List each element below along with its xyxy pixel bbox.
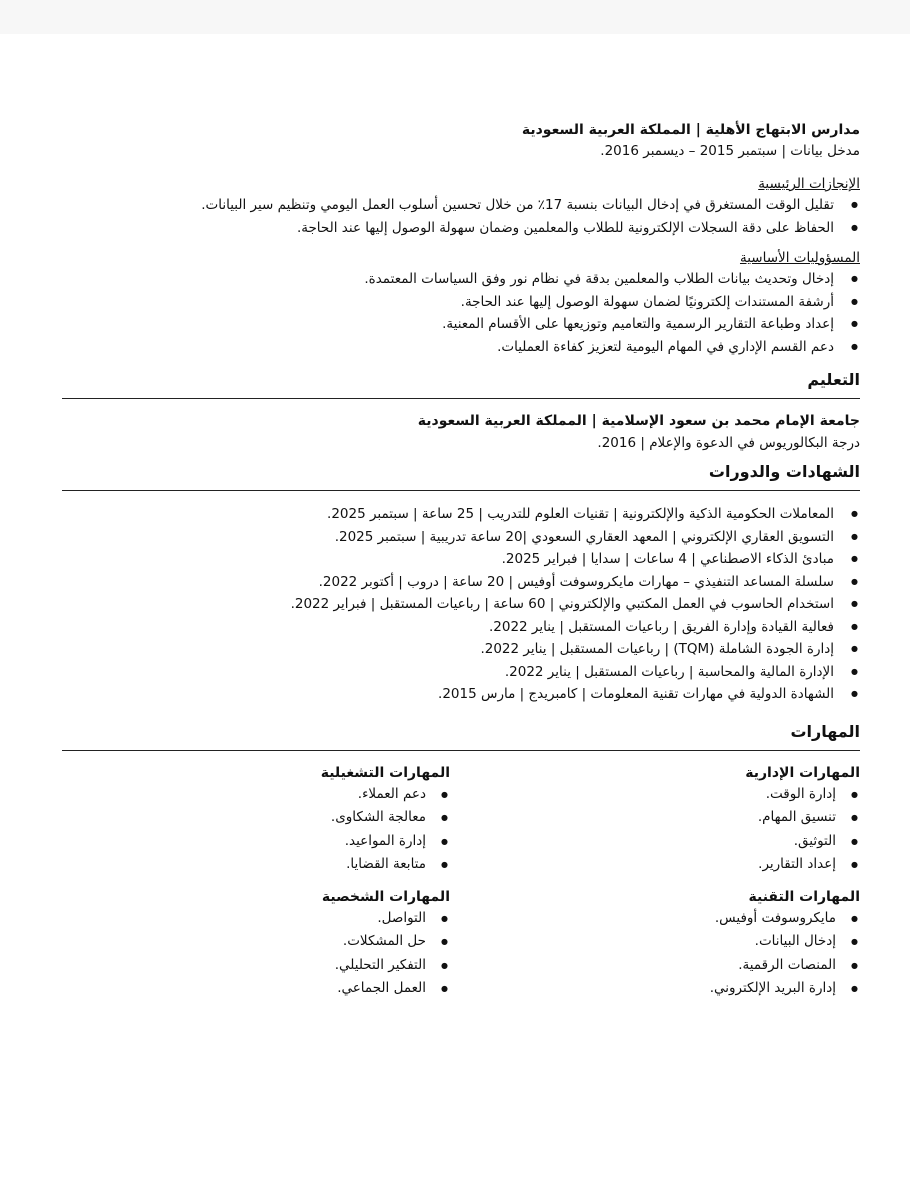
list-item: ● إدخال وتحديث بيانات الطلاب والمعلمين بدقة في نظام نور وفق السياسات المعتمدة.	[62, 268, 858, 291]
list-item: ● إدارة المواعيد.	[80, 830, 448, 854]
education-degree: درجة البكالوريوس في الدعوة والإعلام | 2016.	[597, 435, 860, 451]
list-item: ● العمل الجماعي.	[80, 977, 448, 1001]
skills-heading: المهارات	[790, 721, 860, 741]
technical-skills-list	[490, 907, 860, 1001]
experience-entry	[62, 122, 860, 358]
personal-skills-list	[80, 907, 450, 1001]
list-item: ● التواصل.	[80, 907, 448, 931]
list-item: ● دعم العملاء.	[80, 783, 448, 807]
certificates-list	[62, 503, 860, 706]
resume-page	[0, 34, 910, 1172]
list-item: ● دعم القسم الإداري في المهام اليومية لتعزيز كفاءة العمليات.	[62, 336, 858, 359]
section-divider	[62, 490, 860, 491]
education-heading: التعليم	[807, 370, 860, 389]
list-item: ● الإدارة المالية والمحاسبة | رباعيات المستقبل | يناير 2022.	[62, 661, 858, 684]
achievements-heading: الإنجازات الرئيسية	[758, 176, 860, 192]
skill-group-title: المهارات الشخصية	[321, 888, 450, 905]
list-item: ● تقليل الوقت المستغرق في إدخال البيانات بنسبة 17٪ من خلال تحسين أسلوب العمل اليومي وتنظيم سير البيانات.	[62, 194, 858, 217]
list-item: ● إدارة البريد الإلكتروني.	[490, 977, 858, 1001]
list-item: ● إدارة الجودة الشاملة (TQM) | رباعيات المستقبل | يناير 2022.	[62, 638, 858, 661]
education-section	[62, 370, 860, 451]
skill-group-title: المهارات التقنية	[748, 888, 860, 905]
certificates-heading: الشهادات والدورات	[708, 462, 860, 481]
job-title: مدارس الابتهاج الأهلية | المملكة العربية السعودية	[521, 122, 860, 138]
skill-group-title: المهارات التشغيلية	[320, 764, 450, 781]
list-item: ● المنصات الرقمية.	[490, 954, 858, 978]
skills-section	[62, 722, 860, 1001]
skill-group-title: المهارات الإدارية	[745, 764, 860, 781]
education-institution: جامعة الإمام محمد بن سعود الإسلامية | المملكة العربية السعودية	[417, 413, 860, 429]
list-item: ● سلسلة المساعد التنفيذي – مهارات مايكروسوفت أوفيس | 20 ساعة | دروب | أكتوبر 2022.	[62, 571, 858, 594]
list-item: ● مايكروسوفت أوفيس.	[490, 907, 858, 931]
list-item: ● تنسيق المهام.	[490, 806, 858, 830]
top-margin	[0, 0, 910, 34]
list-item: ● معالجة الشكاوى.	[80, 806, 448, 830]
skills-column-right	[490, 765, 860, 1001]
section-divider	[62, 398, 860, 399]
list-item: ● فعالية القيادة وإدارة الفريق | رباعيات المستقبل | يناير 2022.	[62, 616, 858, 639]
operational-skills-list	[80, 783, 450, 877]
list-item: ● إدارة الوقت.	[490, 783, 858, 807]
list-item: ● استخدام الحاسوب في العمل المكتبي والإلكتروني | 60 ساعة | رباعيات المستقبل | فبراير 2022.	[62, 593, 858, 616]
list-item: ● مبادئ الذكاء الاصطناعي | 4 ساعات | سدايا | فبراير 2025.	[62, 548, 858, 571]
list-item: ● المعاملات الحكومية الذكية والإلكترونية | تقنيات العلوم للتدريب | 25 ساعة | سبتمبر 2025.	[62, 503, 858, 526]
bottom-margin	[0, 1172, 910, 1200]
list-item: ● إدخال البيانات.	[490, 930, 858, 954]
skills-column-left	[80, 765, 450, 1001]
list-item: ● حل المشكلات.	[80, 930, 448, 954]
list-item: ● أرشفة المستندات إلكترونيًا لضمان سهولة الوصول إليها عند الحاجة.	[62, 291, 858, 314]
list-item: ● إعداد التقارير.	[490, 853, 858, 877]
achievements-list	[62, 194, 860, 239]
list-item: ● إعداد وطباعة التقارير الرسمية والتعاميم وتوزيعها على الأقسام المعنية.	[62, 313, 858, 336]
job-role-dates: مدخل بيانات | سبتمبر 2015 – ديسمبر 2016.	[600, 143, 860, 159]
list-item: ● الحفاظ على دقة السجلات الإلكترونية للطلاب والمعلمين وضمان سهولة الوصول إليها عند الحاجة.	[62, 217, 858, 240]
responsibilities-heading: المسؤوليات الأساسية	[739, 250, 860, 266]
list-item: ● التوثيق.	[490, 830, 858, 854]
list-item: ● الشهادة الدولية في مهارات تقنية المعلومات | كامبريدج | مارس 2015.	[62, 683, 858, 706]
section-divider	[62, 750, 860, 751]
administrative-skills-list	[490, 783, 860, 877]
responsibilities-list	[62, 268, 860, 358]
list-item: ● التفكير التحليلي.	[80, 954, 448, 978]
list-item: ● متابعة القضايا.	[80, 853, 448, 877]
skills-grid	[62, 765, 860, 1001]
list-item: ● التسويق العقاري الإلكتروني | المعهد العقاري السعودي |20 ساعة تدريبية | سبتمبر 2025.	[62, 526, 858, 549]
certificates-section	[62, 462, 860, 706]
